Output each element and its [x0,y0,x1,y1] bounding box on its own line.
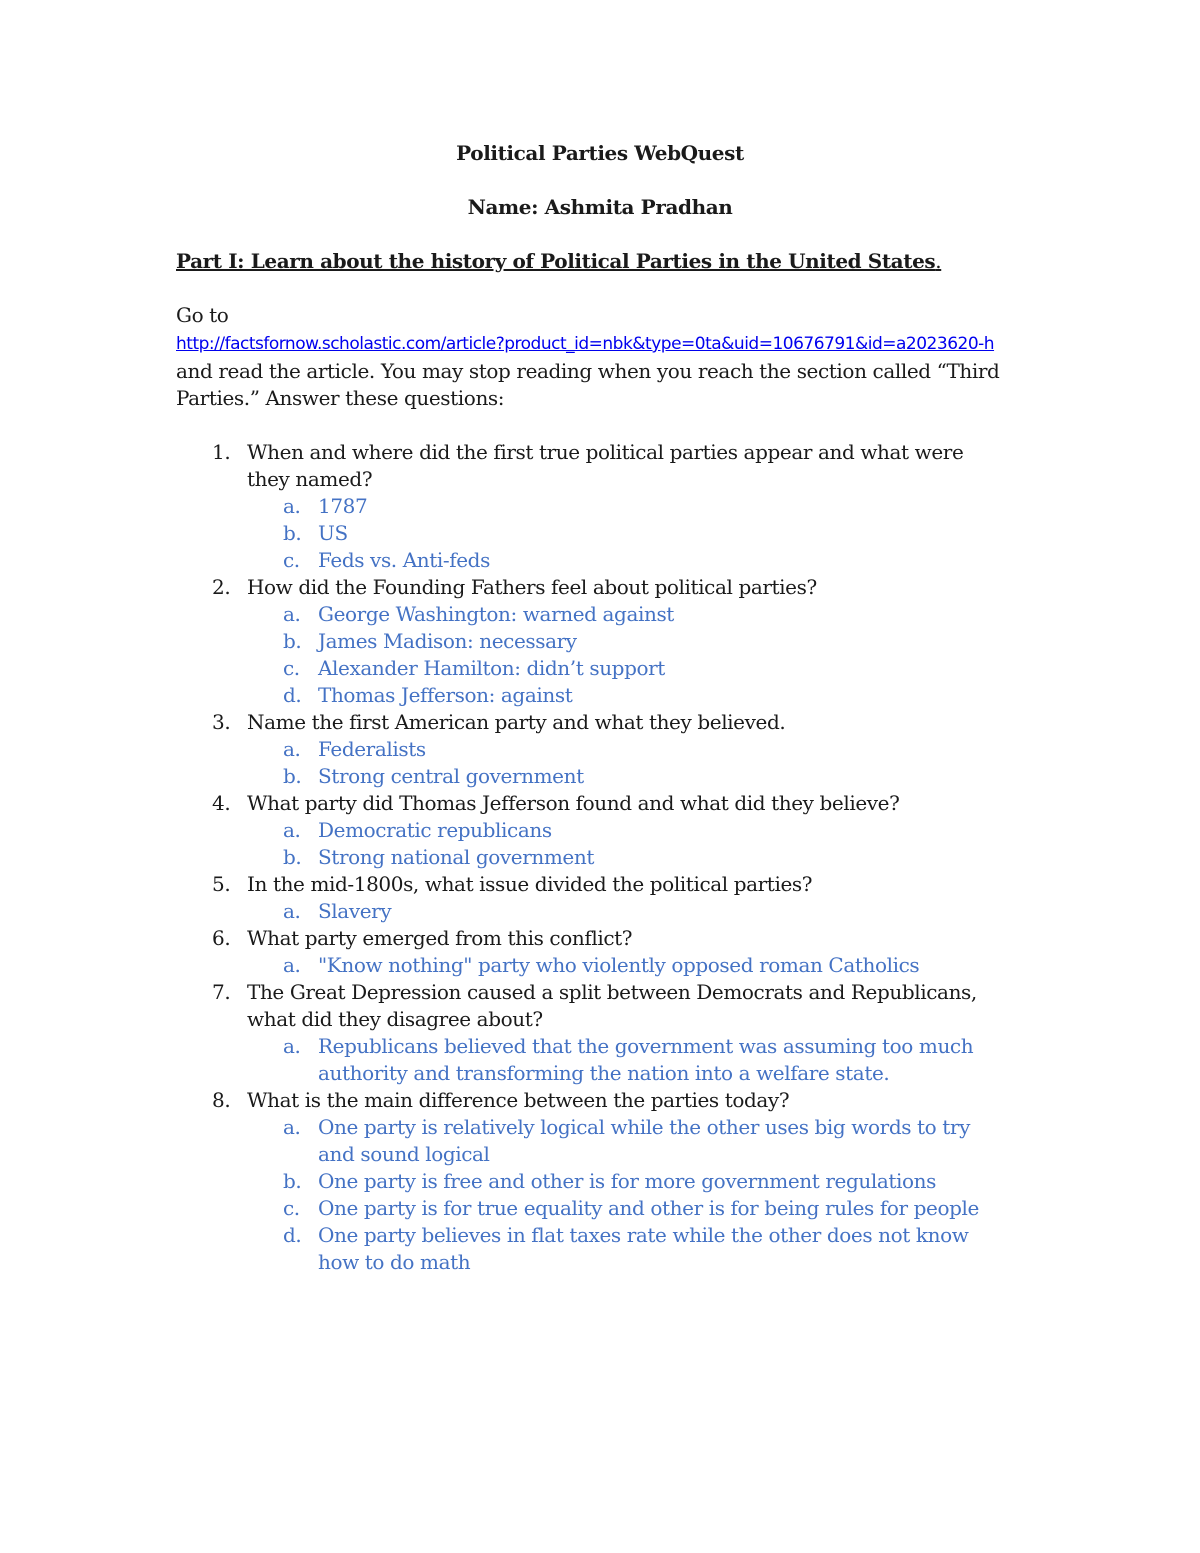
instructions-suffix: and read the article. You may stop reading when you reach the section called “Third Parties.” Answer these questions: [176,359,1000,410]
question-number: 4. [212,791,231,815]
answer-text: Federalists [318,737,426,761]
answer-item [247,1222,1007,1276]
question-item [176,1087,1007,1276]
answer-letter: a. [283,818,301,842]
answer-item [247,817,1007,844]
question-item [176,790,1007,871]
question-number: 7. [212,980,231,1004]
answer-text: US [318,521,348,545]
answer-letter: a. [283,494,301,518]
question-number: 5. [212,872,231,896]
answer-list [247,601,1007,709]
answer-item [247,682,1007,709]
answer-text: Alexander Hamilton: didn’t support [318,656,665,680]
answer-text: Feds vs. Anti-feds [318,548,490,572]
question-item [176,709,1007,790]
answer-letter: d. [283,683,302,707]
answer-list [247,736,1007,790]
answer-item [247,547,1007,574]
question-text: Name the first American party and what they believed. [247,710,786,734]
part-heading-period: . [935,249,942,273]
answer-text: James Madison: necessary [318,629,577,653]
answer-letter: a. [283,1115,301,1139]
question-number: 1. [212,440,231,464]
answer-letter: a. [283,953,301,977]
article-link[interactable]: http://factsfornow.scholastic.com/article?product_id=nbk&type=0ta&uid=10676791&id=a2023620-h [176,334,995,354]
answer-letter: a. [283,899,301,923]
answer-text: Slavery [318,899,392,923]
answer-text: Democratic republicans [318,818,552,842]
question-item [176,574,1007,709]
answer-item [247,1168,1007,1195]
instructions [176,302,1036,412]
answer-item [247,1033,1007,1087]
answer-text: Republicans believed that the government was assuming too much authority and transforming the nation into a welfare state. [318,1034,974,1085]
question-number: 8. [212,1088,231,1112]
answer-list [247,1114,1007,1276]
question-number: 3. [212,710,231,734]
answer-letter: a. [283,737,301,761]
answer-text: One party is for true equality and other is for being rules for people [318,1196,979,1220]
instructions-prefix: Go to [176,303,229,327]
answer-item [247,1195,1007,1222]
answer-text: One party is free and other is for more government regulations [318,1169,936,1193]
question-item [176,871,1007,925]
answer-letter: b. [283,845,302,869]
student-name: Name: Ashmita Pradhan [467,195,733,219]
answer-item [247,898,1007,925]
answer-item [247,844,1007,871]
answer-letter: c. [283,548,300,572]
question-number: 2. [212,575,231,599]
answer-text: Strong national government [318,845,594,869]
worksheet-page [176,140,1036,1276]
answer-text: George Washington: warned against [318,602,674,626]
answer-item [247,1114,1007,1168]
question-item [176,925,1007,979]
answer-item [247,628,1007,655]
answer-letter: b. [283,1169,302,1193]
question-text: What is the main difference between the parties today? [247,1088,790,1112]
answer-letter: b. [283,764,302,788]
page-title: Political Parties WebQuest [456,141,744,165]
answer-text: Thomas Jefferson: against [318,683,573,707]
question-text: What party emerged from this conflict? [247,926,633,950]
answer-letter: c. [283,1196,300,1220]
answer-item [247,655,1007,682]
question-text: When and where did the first true political parties appear and what were they named? [247,440,964,491]
answer-letter: b. [283,629,302,653]
answer-text: Strong central government [318,764,584,788]
answer-list [247,952,1007,979]
answer-letter: d. [283,1223,302,1247]
question-item [176,979,1007,1087]
question-text: The Great Depression caused a split between Democrats and Republicans, what did they disagree about? [247,980,977,1031]
answer-letter: a. [283,602,301,626]
question-item [176,439,1007,574]
question-text: In the mid-1800s, what issue divided the political parties? [247,872,813,896]
answer-item [247,952,1007,979]
answer-text: 1787 [318,494,368,518]
answer-letter: a. [283,1034,301,1058]
answer-item [247,493,1007,520]
part-heading [176,248,1036,275]
answer-letter: c. [283,656,300,680]
question-number: 6. [212,926,231,950]
answer-item [247,736,1007,763]
answer-list [247,493,1007,574]
answer-list [247,1033,1007,1087]
answer-text: "Know nothing" party who violently opposed roman Catholics [318,953,920,977]
part-heading-text: Part I: Learn about the history of Political Parties in the United States [176,249,936,273]
question-text: What party did Thomas Jefferson found and what did they believe? [247,791,900,815]
answer-text: One party is relatively logical while the other uses big words to try and sound logical [318,1115,970,1166]
answer-item [247,763,1007,790]
answer-list [247,817,1007,871]
answer-item [247,601,1007,628]
question-list [176,439,1036,1276]
answer-letter: b. [283,521,302,545]
answer-text: One party believes in flat taxes rate while the other does not know how to do math [318,1223,969,1274]
answer-list [247,898,1007,925]
answer-item [247,520,1007,547]
question-text: How did the Founding Fathers feel about political parties? [247,575,817,599]
